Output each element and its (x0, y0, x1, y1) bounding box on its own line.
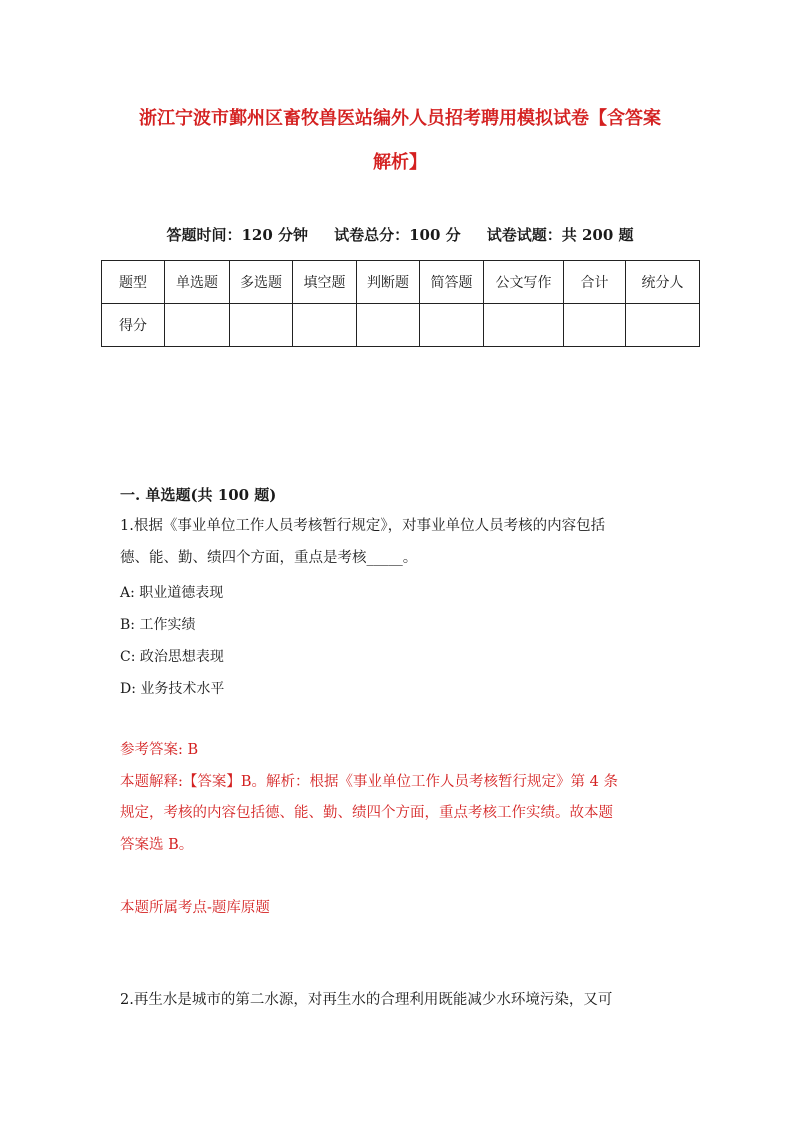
document-title-line2: 解析】 (373, 152, 427, 173)
header-cell: 判断题 (357, 261, 420, 304)
header-cell: 合计 (564, 261, 626, 304)
option-b: B: 工作实绩 (120, 617, 196, 633)
question-2-line1: 2.再生水是城市的第二水源，对再生水的合理利用既能减少水环境污染，又可 (120, 992, 613, 1008)
header-cell: 简答题 (420, 261, 484, 304)
option-c: C: 政治思想表现 (120, 649, 224, 665)
score-cell (165, 304, 230, 347)
header-cell: 填空题 (293, 261, 357, 304)
score-cell (420, 304, 484, 347)
header-cell: 多选题 (230, 261, 293, 304)
document-title-line1: 浙江宁波市鄞州区畜牧兽医站编外人员招考聘用模拟试卷【含答案 (139, 108, 661, 129)
explanation-line3: 答案选 B。 (120, 837, 194, 853)
row-label-cell: 得分 (102, 304, 165, 347)
score-table (101, 260, 700, 347)
score-cell (484, 304, 564, 347)
option-d: D: 业务技术水平 (120, 681, 225, 697)
score-cell (230, 304, 293, 347)
score-cell (357, 304, 420, 347)
question-1-line1: 1.根据《事业单位工作人员考核暂行规定》，对事业单位人员考核的内容包括 (120, 518, 606, 534)
score-cell (564, 304, 626, 347)
score-cell (293, 304, 357, 347)
header-cell: 单选题 (165, 261, 230, 304)
score-table-header-row (102, 261, 700, 304)
score-cell (626, 304, 700, 347)
explanation-line2: 规定，考核的内容包括德、能、勤、绩四个方面，重点考核工作实绩。故本题 (120, 805, 613, 821)
header-cell: 题型 (102, 261, 165, 304)
question-source: 本题所属考点-题库原题 (120, 900, 270, 916)
question-1-line2: 德、能、勤、绩四个方面，重点是考核_____。 (120, 550, 418, 566)
reference-answer: 参考答案: B (120, 742, 199, 758)
explanation-line1: 本题解释:【答案】B。解析：根据《事业单位工作人员考核暂行规定》第 4 条 (120, 774, 618, 790)
section-title: 一. 单选题(共 100 题) (120, 486, 277, 504)
header-cell: 统分人 (626, 261, 700, 304)
header-cell: 公文写作 (484, 261, 564, 304)
option-a: A: 职业道德表现 (120, 585, 224, 601)
exam-info: 答题时间：120 分钟 试卷总分：100 分 试卷试题：共 200 题 (166, 226, 634, 244)
score-table-score-row (102, 304, 700, 347)
